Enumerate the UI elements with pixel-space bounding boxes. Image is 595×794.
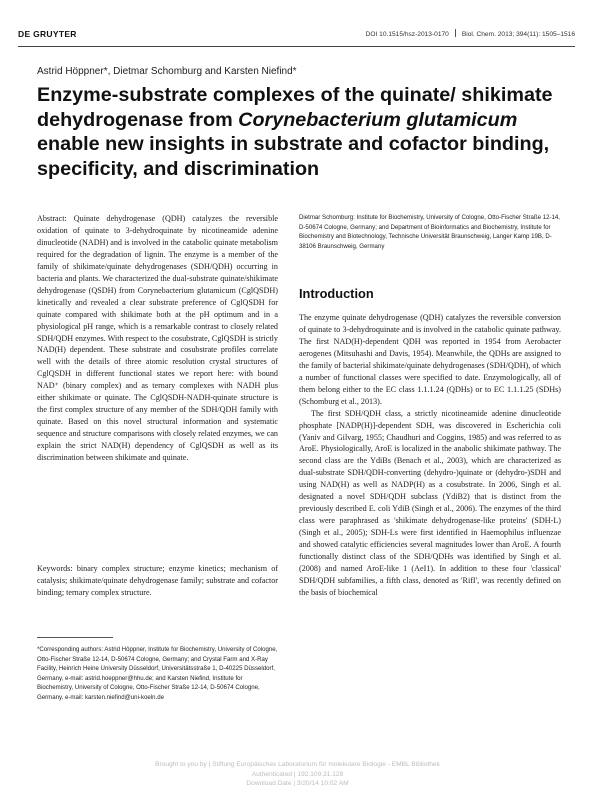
intro-paragraph-2: The first SDH/QDH class, a strictly nicotineamide adenine dinucleotide phosphate [NADP(H)]-dependent SDH, was discovered in Escherichia coli (Yaniv and Gilvarg, 1955; Chaudhuri and Coggins, 1985) and was referred to as AroE. Physiologically, AroE is localized in the anabolic shikimate pathway. The second class are the YdiBs (Benach et al., 2003), which are characterized as dual-substrate SDH/QDH-converting (dehydro-)quinate or (dehydro-)SDH and using NAD(H) as well as NADP(H) as a cosubstrate. In 2006, Singh et al. designated a novel SDH/QDH subclass (YdiB2) that is distinct from the previously described E. coli YdiB (Singh et al., 2006). The enzymes of the third class were paraphrased as 'shikimate dehydrogenase-like proteins' (SDH-L) (Singh et al., 2005); SDH-Ls were first identified in Haemophilus influenzae and showed catalytic efficiencies several magnitudes lower than AroE. A fourth functionally distinct class of the SDH/QDHs was identified by Singh et al. (2008) and named AroE-like 1 (AeI1). In addition to these four 'classical' SDH/QDH subfamilies, a fifth class, denoted as 'RifI', was recently defined on the basis of biochemical xyxy=(299,408,561,597)
publisher-logo: DE GRUYTER xyxy=(18,29,77,39)
header-divider xyxy=(455,29,456,37)
header-rule xyxy=(18,46,575,47)
title-organism: Corynebacterium glutamicum xyxy=(238,108,518,131)
abstract: Abstract: Quinate dehydrogenase (QDH) catalyzes the reversible oxidation of quinate to 3-dehydroquinate by nicotineamide adenine dinucleotide (NADH) and is involved in the catabolic quinate metabolism required for the degradation of lignin. The enzyme is a member of the family of shikimate/quinate dehydrogenases (SDH/QDH) occurring in bacteria and plants. We characterized the dual-substrate quinate/shikimate dehydrogenase (QSDH) from Corynebacterium glutamicum (CglQSDH) kinetically and revealed a clear substrate preference of CglQSDH for quinate compared with shikimate both at the pH optimum and in a physiological pH range, which is a remarkable contrast to closely related SDH/QDH enzymes. With respect to the cosubstrate, CglQSDH is strictly NAD(H) dependent. These substrate and cosubstrate profiles correlate well with the details of three atomic resolution crystal structures of CglQSDH in different functional states we report here: with bound NAD⁺ (binary complex) and as ternary complexes with NADH plus either shikimate or quinate. The CglQSDH-NADH-quinate structure is the first complex structure of any member of the SDH/QDH family with quinate. Based on this novel structural information and systematic sequence and structure comparisons with closely related enzymes, we can explain the strict NAD(H) dependency of CglQSDH as well as its discrimination between shikimate and quinate. xyxy=(37,214,278,463)
keywords: Keywords: binary complex structure; enzyme kinetics; mechanism of catalysis; shikimate/quinate dehydrogenase family; substrate and cofactor binding; ternary complex structure. xyxy=(37,564,278,597)
watermark-line-1: Brought to you by | Stiftung Europäisches Laboratorium für molekulare Biologie - EMBL Bibliothek xyxy=(155,761,440,768)
doi-text[interactable]: DOI 10.1515/hsz-2013-0170 xyxy=(365,31,449,38)
section-heading-introduction: Introduction xyxy=(299,286,374,301)
title-part-1: Enzyme-substrate complexes of the quinate/ shikimate dehydrogenase from xyxy=(37,84,553,131)
title-part-2: enable new insights in substrate and cofactor binding, specificity, and discrimination xyxy=(37,133,550,180)
author-affiliation: Dietmar Schomburg: Institute for Biochemistry, University of Cologne, Otto-Fischer Straße 12-14, D-50674 Cologne, Germany; and Department of Bioinformatics and Biochemistry, Institute for Biochemistry and Biotechnology, Technische Universität Braunschweig, Langer Kamp 19B, D-38106 Braunschweig, Germany xyxy=(299,214,560,250)
citation-line xyxy=(366,29,575,38)
intro-paragraph-1: The enzyme quinate dehydrogenase (QDH) catalyzes the reversible conversion of quinate to 3-dehydroquinate and is involved in the catabolic quinate pathway. The first NAD(H)-dependent QDH was reported in 1954 from Aerobacter aerogenes (Mitsuhashi and Davis, 1954). Meanwhile, the QDHs are assigned to the family of bacterial shikimate/quinate dehydrogenases (SDH/QDH), of which a number of functional classes were specified to date. Enzymologically, all of them belong either to the EC class 1.1.1.24 (QDHs) or to EC 1.1.1.25 (SDHs) (Schomburg et al., 2013). xyxy=(299,313,561,406)
page-header xyxy=(18,27,575,41)
watermark-line-3: Download Date | 3/20/14 10:02 AM xyxy=(246,780,349,788)
watermark-line-2: Authenticated | 192.109.31.128 xyxy=(251,770,344,778)
introduction-body xyxy=(299,312,561,599)
corresponding-authors-note: *Corresponding authors: Astrid Höppner, Institute for Biochemistry, University of Cologne, Otto-Fischer Straße 12-14, D-50674 Cologne, Germany; and Crystal Farm and X-Ray Facility, Heinrich Heine University Düsseldorf, Universitätsstraße 1, D-40225 Düsseldorf, Germany, e-mail: astrid.hoeppner@hhu.de; and Karsten Niefind, Institute for Biochemistry, University of Cologne, Otto-Fischer Straße 12-14, D-50674 Cologne, Germany, e-mail: karsten.niefind@uni-koeln.de xyxy=(37,646,278,701)
article-title xyxy=(37,83,557,181)
author-list: Astrid Höppner*, Dietmar Schomburg and Karsten Niefind* xyxy=(37,66,297,77)
download-watermark xyxy=(0,760,595,789)
footnote-rule xyxy=(37,637,113,638)
journal-citation: Biol. Chem. 2013; 394(11): 1505–1516 xyxy=(461,31,575,38)
